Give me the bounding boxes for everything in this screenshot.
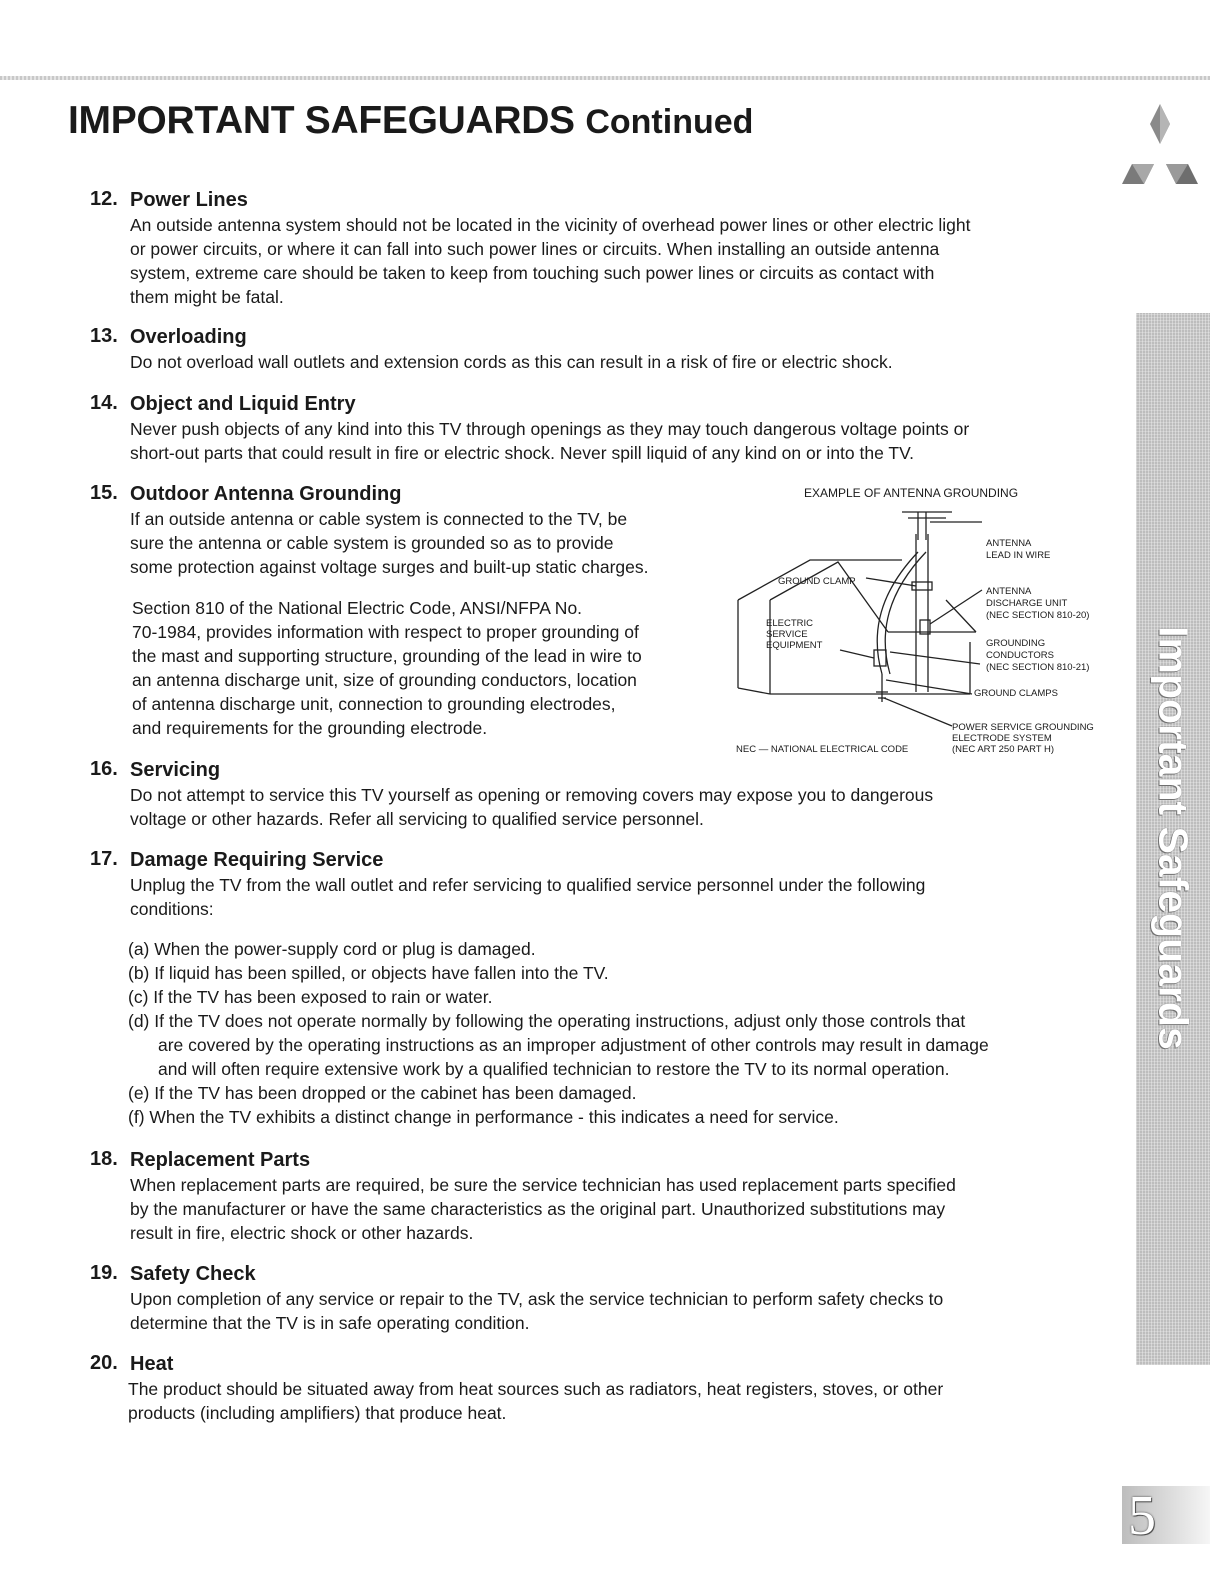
body-line: 70-1984, provides information with respect to proper grounding of (132, 622, 639, 642)
item-number: 18. (90, 1148, 118, 1170)
service-conditions-list (128, 937, 989, 1129)
body-line: of antenna discharge unit, connection to grounding electrodes, (132, 694, 616, 714)
item-body (128, 1377, 943, 1425)
body-line: Upon completion of any service or repair to the TV, ask the service technician to perform safety checks to (130, 1289, 944, 1309)
top-rule (0, 76, 1210, 80)
label-electrode-system: POWER SERVICE GROUNDING (952, 722, 1094, 733)
diagram-title: EXAMPLE OF ANTENNA GROUNDING (804, 486, 1019, 500)
body-line: them might be fatal. (130, 287, 284, 307)
item-body (130, 1173, 956, 1245)
body-line: conditions: (130, 899, 214, 919)
item-number: 14. (90, 392, 118, 414)
label-grounding-conductors: (NEC SECTION 810-21) (986, 662, 1090, 673)
item-body (130, 507, 649, 579)
label-discharge-unit: DISCHARGE UNIT (986, 598, 1068, 609)
item-number: 15. (90, 482, 118, 504)
condition-item: (d) If the TV does not operate normally by following the operating instructions, adjust only those controls that (128, 1011, 966, 1031)
label-discharge-unit: (NEC SECTION 810-20) (986, 610, 1090, 621)
page-number-text: 5 (1128, 1485, 1156, 1547)
body-line: an antenna discharge unit, size of grounding conductors, location (132, 670, 637, 690)
item-body (130, 873, 925, 921)
item-number: 12. (90, 188, 118, 210)
body-line: products (including amplifiers) that produce heat. (128, 1403, 507, 1423)
label-grounding-conductors: CONDUCTORS (986, 650, 1054, 661)
item-body (130, 783, 933, 831)
body-line: some protection against voltage surges and built-up static charges. (130, 557, 649, 577)
body-line: sure the antenna or cable system is grounded so as to provide (130, 533, 614, 553)
label-antenna-lead: LEAD IN WIRE (986, 550, 1051, 561)
body-line: Section 810 of the National Electric Code, ANSI/NFPA No. (132, 598, 583, 618)
body-line: Do not overload wall outlets and extension cords as this can result in a risk of fire or electric shock. (130, 352, 893, 372)
item-title: Outdoor Antenna Grounding (130, 483, 402, 505)
item-title: Overloading (130, 326, 247, 348)
item-number: 17. (90, 848, 118, 870)
label-electric-service: ELECTRIC (766, 618, 813, 629)
body-line: If an outside antenna or cable system is connected to the TV, be (130, 509, 628, 529)
label-discharge-unit: ANTENNA (986, 586, 1032, 597)
item-title: Servicing (130, 759, 221, 781)
label-electrode-system: ELECTRODE SYSTEM (952, 733, 1052, 744)
body-line: voltage or other hazards. Refer all servicing to qualified service personnel. (130, 809, 704, 829)
item-body-nec (132, 596, 642, 740)
body-line: determine that the TV is in safe operating condition. (130, 1313, 530, 1333)
item-title: Heat (130, 1353, 174, 1375)
body-line: Unplug the TV from the wall outlet and refer servicing to qualified service personnel under the following (130, 875, 926, 895)
item-body (130, 417, 969, 465)
page-number (1122, 1485, 1210, 1547)
body-line: by the manufacturer or have the same characteristics as the original part. Unauthorized substitutions may (130, 1199, 946, 1219)
item-title: Safety Check (130, 1263, 256, 1285)
label-ground-clamp: GROUND CLAMP (778, 576, 856, 587)
item-number: 13. (90, 325, 118, 347)
condition-item: (f) When the TV exhibits a distinct change in performance - this indicates a need for service. (128, 1107, 839, 1127)
item-number: 16. (90, 758, 118, 780)
label-electrode-system: (NEC ART 250 PART H) (952, 744, 1055, 755)
condition-item: (a) When the power-supply cord or plug is damaged. (128, 939, 536, 959)
antenna-grounding-diagram (730, 482, 1120, 760)
body-line: or power circuits, or where it can fall into such power lines or circuits. When installing an outside antenna (130, 239, 940, 259)
condition-item: (b) If liquid has been spilled, or objects have fallen into the TV. (128, 963, 609, 983)
label-grounding-conductors: GROUNDING (986, 638, 1046, 649)
item-body (130, 350, 893, 374)
body-line: The product should be situated away from heat sources such as radiators, heat registers, stoves, or other (128, 1379, 944, 1399)
body-line: An outside antenna system should not be located in the vicinity of overhead power lines or other electric light (130, 215, 971, 235)
label-electric-service: SERVICE (766, 629, 808, 640)
page-title: IMPORTANT SAFEGUARDS Continued (68, 99, 754, 142)
item-title: Object and Liquid Entry (130, 393, 356, 415)
body-line: short-out parts that could result in fire or electric shock. Never spill liquid of any kind on or into the TV. (130, 443, 914, 463)
item-body (130, 1287, 943, 1335)
item-number: 20. (90, 1352, 118, 1374)
condition-item: (c) If the TV has been exposed to rain or water. (128, 987, 493, 1007)
body-line: When replacement parts are required, be sure the service technician has used replacement parts specified (130, 1175, 956, 1195)
item-body (130, 213, 971, 309)
item-title: Replacement Parts (130, 1149, 311, 1171)
mitsubishi-logo-icon (1122, 100, 1198, 188)
label-nec: NEC — NATIONAL ELECTRICAL CODE (736, 744, 909, 755)
body-line: system, extreme care should be taken to keep from touching such power lines or circuits as contact with (130, 263, 935, 283)
item-title: Power Lines (130, 189, 248, 211)
body-line: Do not attempt to service this TV yourself as opening or removing covers may expose you to dangerous (130, 785, 934, 805)
condition-item-continued: are covered by the operating instructions as an improper adjustment of other controls may result in damage (158, 1035, 989, 1055)
condition-item: (e) If the TV has been dropped or the cabinet has been damaged. (128, 1083, 637, 1103)
body-line: and requirements for the grounding electrode. (132, 718, 488, 738)
label-ground-clamps: GROUND CLAMPS (974, 688, 1058, 699)
body-line: the mast and supporting structure, grounding of the lead in wire to (132, 646, 642, 666)
item-title: Damage Requiring Service (130, 849, 384, 871)
body-line: result in fire, electric shock or other hazards. (130, 1223, 474, 1243)
body-line: Never push objects of any kind into this TV through openings as they may touch dangerous voltage points or (130, 419, 970, 439)
item-number: 19. (90, 1262, 118, 1284)
label-antenna-lead: ANTENNA (986, 538, 1032, 549)
side-tab-label: Important Safeguards (1150, 626, 1197, 1050)
label-electric-service: EQUIPMENT (766, 640, 823, 651)
condition-item-continued: and will often require extensive work by a qualified technician to restore the TV to its normal operation. (158, 1059, 950, 1079)
